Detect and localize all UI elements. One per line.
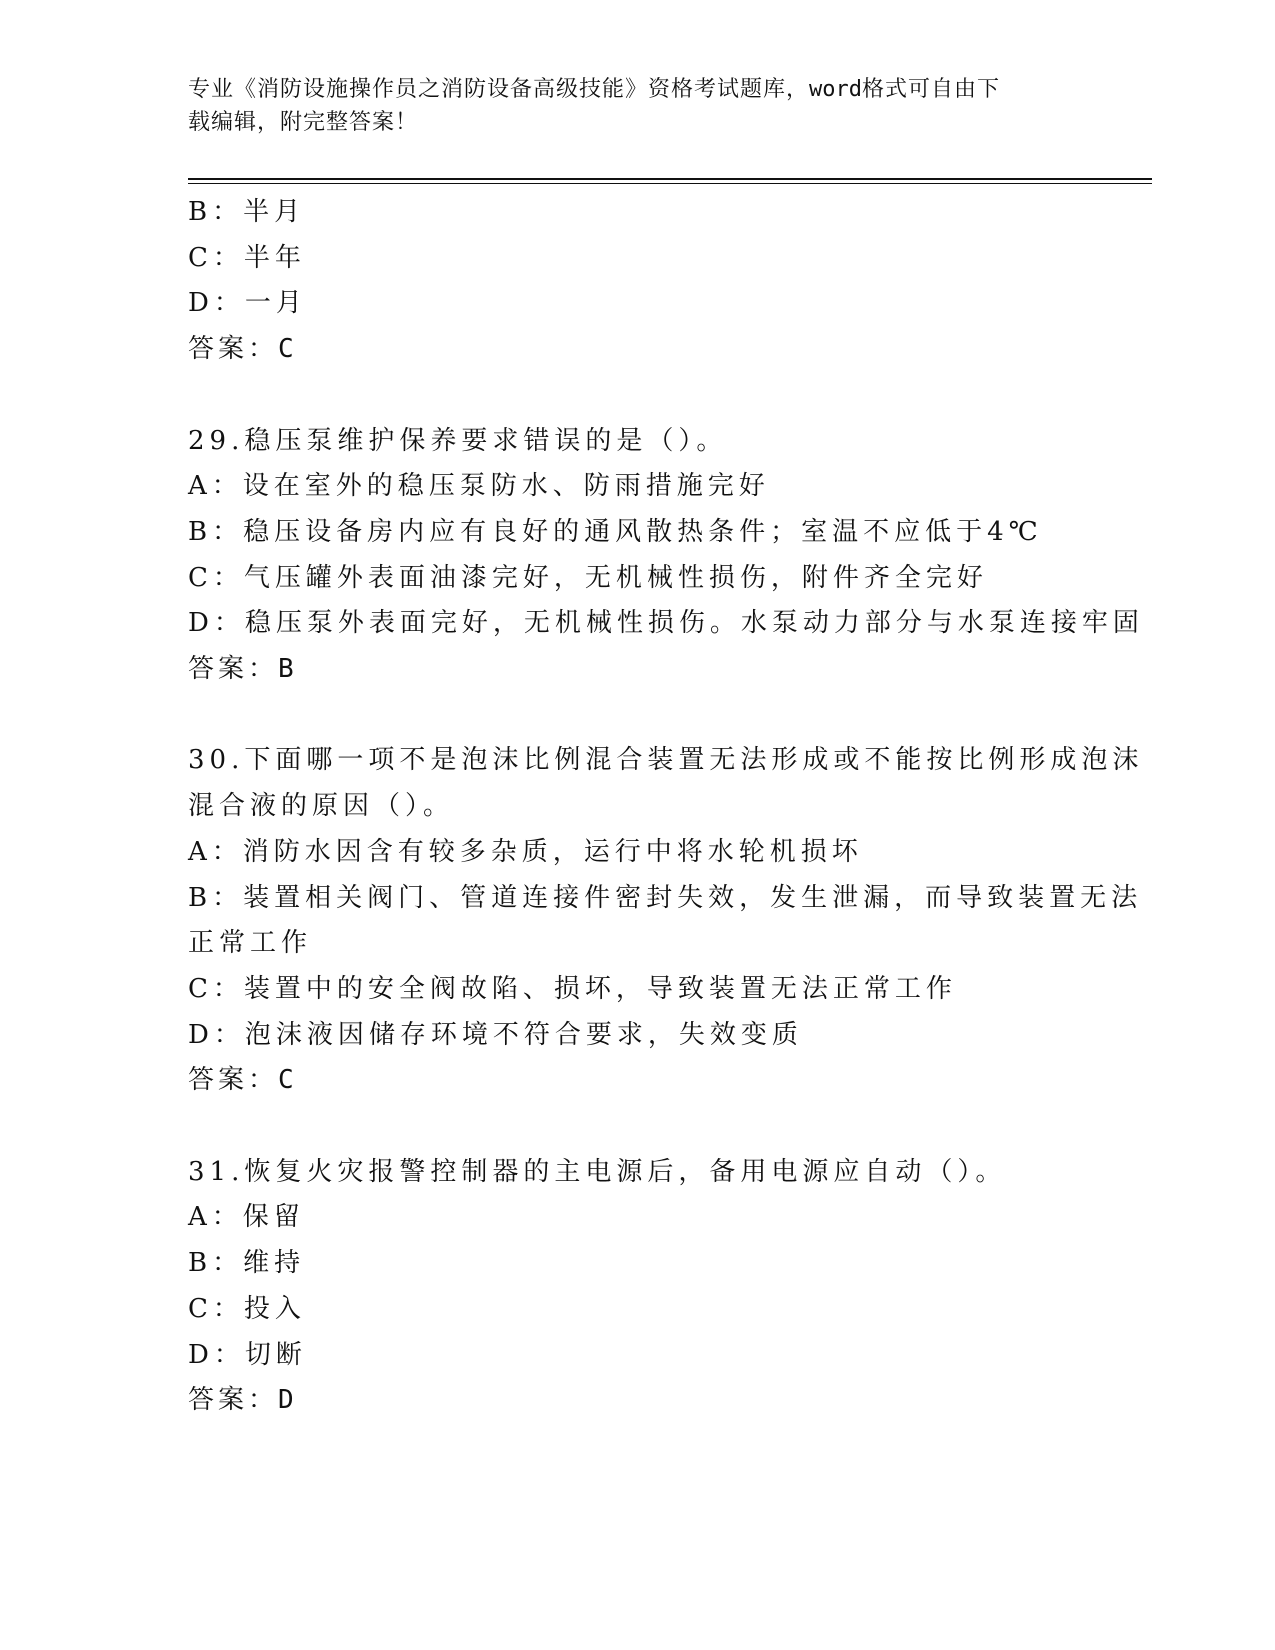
option-d: D：一月 bbox=[188, 288, 307, 319]
option-a: A：保留 bbox=[188, 1202, 305, 1233]
option-c: C：装置中的安全阀故陷、损坏，导致装置无法正常工作 bbox=[188, 973, 957, 1004]
header-line-1: 专业《消防设施操作员之消防设备高级技能》资格考试题库，word格式可自由下 bbox=[188, 77, 1001, 102]
option-d: D：稳压泵外表面完好，无机械性损伤。水泵动力部分与水泵连接牢固 bbox=[188, 608, 1144, 639]
option-b-line-1: B：装置相关阀门、管道连接件密封失效，发生泄漏，而导致装置无法 bbox=[188, 882, 1143, 913]
question-28-continued bbox=[188, 190, 1088, 373]
question-stem-line-1: 30.下面哪一项不是泡沫比例混合装置无法形成或不能按比例形成泡沫 bbox=[188, 745, 1144, 776]
option-a: A：消防水因含有较多杂质，运行中将水轮机损坏 bbox=[188, 836, 863, 867]
header-divider-thin bbox=[188, 183, 1152, 184]
question-30 bbox=[188, 738, 1144, 1104]
option-b: B：维持 bbox=[188, 1248, 306, 1279]
question-29 bbox=[188, 419, 1144, 693]
question-list bbox=[188, 190, 1144, 1424]
option-b: B：稳压设备房内应有良好的通风散热条件；室温不应低于4℃ bbox=[188, 516, 1043, 547]
option-a: A：设在室外的稳压泵防水、防雨措施完好 bbox=[188, 471, 770, 502]
document-header bbox=[188, 73, 1068, 139]
question-31 bbox=[188, 1150, 1088, 1424]
option-b: B：半月 bbox=[188, 197, 306, 227]
option-c: C：半年 bbox=[188, 242, 306, 273]
header-word-label: word bbox=[809, 77, 862, 102]
answer: 答案：C bbox=[188, 1065, 296, 1096]
option-b-line-2: 正常工作 bbox=[188, 928, 313, 959]
option-d: D：切断 bbox=[188, 1339, 307, 1370]
question-stem: 29.稳压泵维护保养要求错误的是（）。 bbox=[188, 425, 728, 456]
question-stem: 31.恢复火灾报警控制器的主电源后，备用电源应自动（）。 bbox=[188, 1156, 1007, 1187]
question-stem-line-2: 混合液的原因（）。 bbox=[188, 791, 455, 822]
header-line-2: 载编辑，附完整答案！ bbox=[188, 110, 419, 135]
answer: 答案：B bbox=[188, 654, 296, 685]
option-c: C：投入 bbox=[188, 1293, 306, 1324]
option-c: C：气压罐外表面油漆完好，无机械性损伤，附件齐全完好 bbox=[188, 562, 988, 593]
answer: 答案：D bbox=[188, 1385, 296, 1416]
header-divider-thick bbox=[188, 178, 1152, 180]
option-d: D：泡沫液因储存环境不符合要求，失效变质 bbox=[188, 1019, 803, 1050]
answer: 答案：C bbox=[188, 334, 296, 365]
